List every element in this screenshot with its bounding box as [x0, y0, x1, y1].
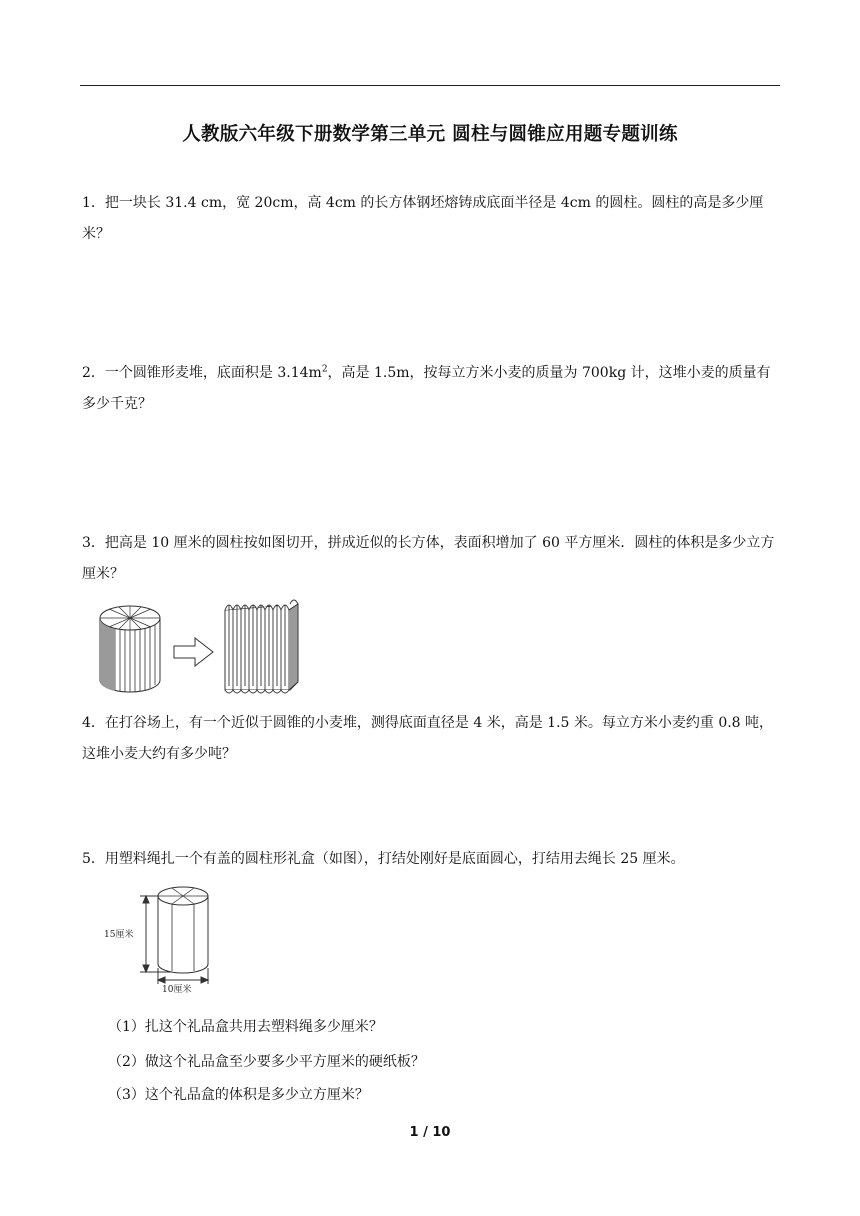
question-3: 3．把高是 10 厘米的圆柱按如图切开，拼成近似的长方体，表面积增加了 60 平方厘米．圆柱的体积是多少立方厘米？	[82, 535, 775, 582]
page-number: 1 / 10	[409, 1125, 451, 1140]
question-5-figure	[102, 880, 222, 1000]
question-1: 1．把一块长 31.4 cm，宽 20cm，高 4cm 的长方体钢坯熔铸成底面半径是 4cm 的圆柱。圆柱的高是多少厘米？	[82, 195, 764, 242]
question-5-sub-1: （1）扎这个礼品盒共用去塑料绳多少厘米？	[108, 1019, 383, 1035]
sliced-cylinder-icon	[100, 606, 160, 692]
question-2	[82, 358, 782, 420]
question-2-superscript: 2	[321, 364, 328, 375]
page-title: 人教版六年级下册数学第三单元 圆柱与圆锥应用题专题训练	[182, 124, 678, 145]
approximate-cuboid-icon	[225, 600, 298, 693]
question-5: 5．用塑料绳扎一个有盖的圆柱形礼盒（如图），打结处刚好是底面圆心，打结用去绳长 25 厘米。	[82, 851, 685, 867]
question-5-sub-2: （2）做这个礼品盒至少要多少平方厘米的硬纸板？	[108, 1054, 425, 1070]
question-2-text-b: ，高是 1.5m，按每立方米小麦的质量为 700kg 计，这堆小麦的质量有多少千克？	[82, 365, 771, 412]
gift-box-cylinder-icon	[158, 887, 208, 973]
header-rule	[80, 85, 780, 86]
question-3-figure	[95, 598, 310, 700]
height-label: 15厘米	[104, 930, 134, 940]
question-2-text-a: 2．一个圆锥形麦堆，底面积是 3.14m	[82, 365, 322, 381]
question-4: 4．在打谷场上，有一个近似于圆锥的小麦堆，测得底面直径是 4 米，高是 1.5 米。每立方米小麦约重 0.8 吨，这堆小麦大约有多少吨？	[82, 715, 774, 762]
question-5-sub-3: （3）这个礼品盒的体积是多少立方厘米？	[108, 1087, 369, 1103]
arrow-right-icon	[174, 638, 213, 666]
diameter-label: 10厘米	[162, 985, 192, 995]
